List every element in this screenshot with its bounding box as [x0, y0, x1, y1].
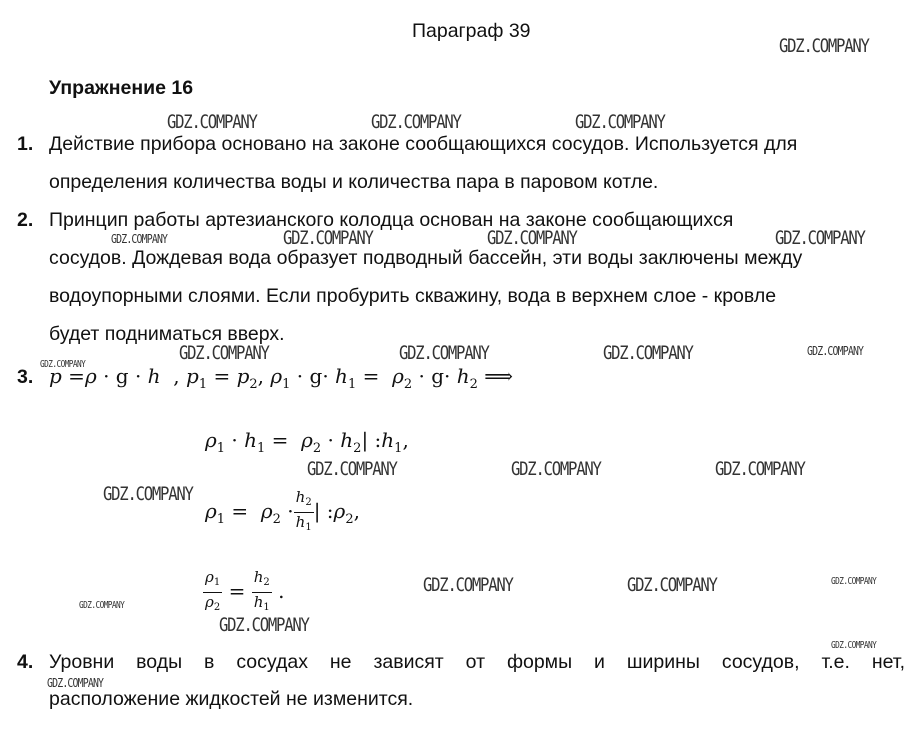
- watermark: GDZ.COMPANY: [47, 676, 104, 690]
- answer-3-number: 3.: [17, 366, 34, 388]
- answer-2-line-4: будет подниматься вверх.: [49, 323, 285, 345]
- watermark: GDZ.COMPANY: [423, 574, 513, 596]
- formula-result: $\frac{\rho_1}{\rho_2}$ = $\frac{h_2}{h_1}$ .: [205, 568, 285, 613]
- exercise-title: Упражнение 16: [49, 77, 194, 99]
- formula-step-1: $\rho_1 \cdot h_1 = \rho_2 \cdot h_2|$ $:h_1$,: [205, 428, 409, 456]
- watermark: GDZ.COMPANY: [283, 227, 373, 249]
- watermark: GDZ.COMPANY: [779, 35, 869, 57]
- watermark: GDZ.COMPANY: [103, 483, 193, 505]
- formula-step-2: $\rho_1 = \rho_2$ · $\frac{h_2}{h_1}$ | $:\rho_2$,: [205, 488, 360, 533]
- answer-2-number: 2.: [17, 209, 34, 231]
- formula-pressure: p =ρ · g · h , $p_1 = p_2$, $\rho_1 \cdot g\cdot h_1 = \rho_2 \cdot g\cdot h_2$ ⟹: [49, 364, 513, 392]
- answer-1-line-1: Действие прибора основано на законе сообщающихся сосудов. Используется для: [49, 133, 798, 155]
- watermark: GDZ.COMPANY: [603, 342, 693, 364]
- watermark: GDZ.COMPANY: [575, 111, 665, 133]
- answer-4-number: 4.: [17, 651, 34, 673]
- answer-2-line-3: водоупорными слоями. Если пробурить скважину, вода в верхнем слое - кровле: [49, 285, 777, 307]
- watermark: GDZ.COMPANY: [775, 227, 865, 249]
- watermark: GDZ.COMPANY: [219, 614, 309, 636]
- watermark: GDZ.COMPANY: [831, 640, 877, 651]
- answer-1-line-2: определения количества воды и количества пара в паровом котле.: [49, 171, 659, 193]
- watermark: GDZ.COMPANY: [511, 458, 601, 480]
- answer-4-line-1: Уровни воды в сосудах не зависят от формы и ширины сосудов, т.е. нет,: [49, 651, 905, 673]
- paragraph-title: Параграф 39: [412, 20, 531, 42]
- watermark: GDZ.COMPANY: [111, 232, 168, 246]
- watermark: GDZ.COMPANY: [79, 600, 125, 611]
- watermark: GDZ.COMPANY: [307, 458, 397, 480]
- watermark: GDZ.COMPANY: [831, 576, 877, 587]
- watermark: GDZ.COMPANY: [807, 344, 864, 358]
- watermark: GDZ.COMPANY: [179, 342, 269, 364]
- watermark: GDZ.COMPANY: [399, 342, 489, 364]
- watermark: GDZ.COMPANY: [627, 574, 717, 596]
- answer-1-number: 1.: [17, 133, 34, 155]
- watermark: GDZ.COMPANY: [40, 359, 86, 370]
- watermark: GDZ.COMPANY: [715, 458, 805, 480]
- watermark: GDZ.COMPANY: [371, 111, 461, 133]
- answer-2-line-2: сосудов. Дождевая вода образует подводный бассейн, эти воды заключены между: [49, 247, 803, 269]
- watermark: GDZ.COMPANY: [167, 111, 257, 133]
- watermark: GDZ.COMPANY: [487, 227, 577, 249]
- answer-2-line-1: Принцип работы артезианского колодца основан на законе сообщающихся: [49, 209, 734, 231]
- answer-4-line-2: расположение жидкостей не изменится.: [49, 688, 414, 710]
